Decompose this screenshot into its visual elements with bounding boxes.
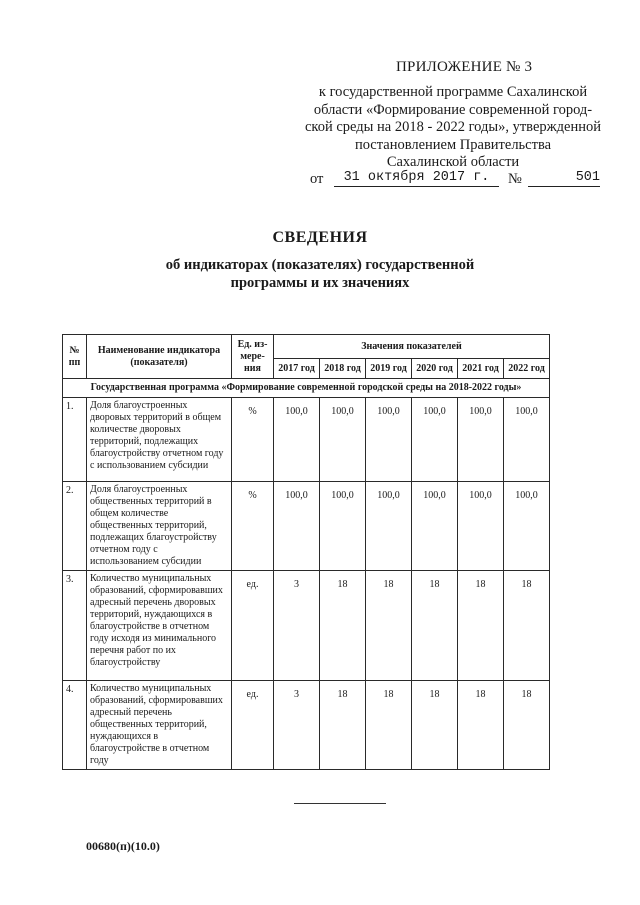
program-title-row: Государственная программа «Формирование современной городской среды на 2018-2022 годы» [63,379,550,398]
appendix-line: к государственной программе Сахалинской [318,84,588,100]
row-number: 2. [63,482,87,571]
value-cell: 18 [458,681,504,770]
indicator-name: Доля благоустроенных общественных территорий в общем количестве общественных территорий, подлежащих благоустройству отчетном году с использованием субсидии [87,482,232,571]
value-cell: 100,0 [458,482,504,571]
separator-line [294,803,386,804]
value-cell: 100,0 [320,398,366,482]
document-subtitle [0,256,640,292]
indicator-unit: % [232,482,274,571]
value-cell: 100,0 [412,482,458,571]
table-row [63,571,550,681]
indicator-unit: ед. [232,571,274,681]
value-cell: 3 [274,681,320,770]
subtitle-line: об индикаторах (показателях) государственной [165,257,475,273]
value-cell: 18 [504,571,550,681]
date-prefix: от [310,171,324,187]
row-number: 4. [63,681,87,770]
header-year: 2022 год [504,359,550,379]
indicator-name: Доля благоустроенных дворовых территорий в общем количестве дворовых территорий, подлежащих благоустройству отчетном году с использованием субсидии [87,398,232,482]
value-cell: 18 [366,571,412,681]
value-cell: 18 [458,571,504,681]
indicator-unit: ед. [232,681,274,770]
table-row [63,482,550,571]
value-cell: 100,0 [504,398,550,482]
header-year: 2020 год [412,359,458,379]
value-cell: 18 [504,681,550,770]
indicators-table [62,334,550,770]
value-cell: 100,0 [412,398,458,482]
number-prefix: № [508,171,522,187]
header-year: 2021 год [458,359,504,379]
value-cell: 3 [274,571,320,681]
value-cell: 18 [412,571,458,681]
value-cell: 18 [366,681,412,770]
appendix-text [288,84,618,172]
header-year: 2019 год [366,359,412,379]
value-cell: 18 [320,681,366,770]
indicators-table-wrap [62,334,550,770]
appendix-line: Сахалинской области [386,154,520,170]
appendix-line: области «Формирование современной город- [313,101,593,118]
appendix-title: ПРИЛОЖЕНИЕ № 3 [396,59,533,75]
table-row [63,681,550,770]
value-cell: 100,0 [366,482,412,571]
indicator-name: Количество муниципальных образований, сформировавших адресный перечень дворовых территорий, нуждающихся в благоустройстве в отчетном году исходя из минимального перечня работ по их благоустройству [87,571,232,681]
decree-number: 501 [528,170,600,187]
value-cell: 100,0 [458,398,504,482]
subtitle-line: программы и их значениях [230,275,410,291]
indicator-name: Количество муниципальных образований, сформировавших адресный перечень общественных территорий, нуждающихся в благоустройстве в отчетном году [87,681,232,770]
value-cell: 100,0 [320,482,366,571]
value-cell: 100,0 [504,482,550,571]
appendix-line: ской среды на 2018 - 2022 годы», утвержденной [304,119,601,135]
value-cell: 18 [320,571,366,681]
value-cell: 18 [412,681,458,770]
value-cell: 100,0 [274,398,320,482]
header-year: 2017 год [274,359,320,379]
header-unit: Ед. из-мере-ния [232,335,274,379]
document-title: СВЕДЕНИЯ [272,229,368,246]
header-values-group: Значения показателей [274,335,550,359]
table-row [63,398,550,482]
header-year: 2018 год [320,359,366,379]
indicator-unit: % [232,398,274,482]
header-number: № пп [63,335,87,379]
row-number: 1. [63,398,87,482]
document-code: 00680(п)(10.0) [86,839,160,853]
header-name: Наименование индикатора (показателя) [87,335,232,379]
row-number: 3. [63,571,87,681]
decree-date-line [310,170,610,192]
value-cell: 100,0 [366,398,412,482]
value-cell: 100,0 [274,482,320,571]
appendix-line: постановлением Правительства [354,136,552,153]
decree-date: 31 октября 2017 г. [334,170,499,187]
